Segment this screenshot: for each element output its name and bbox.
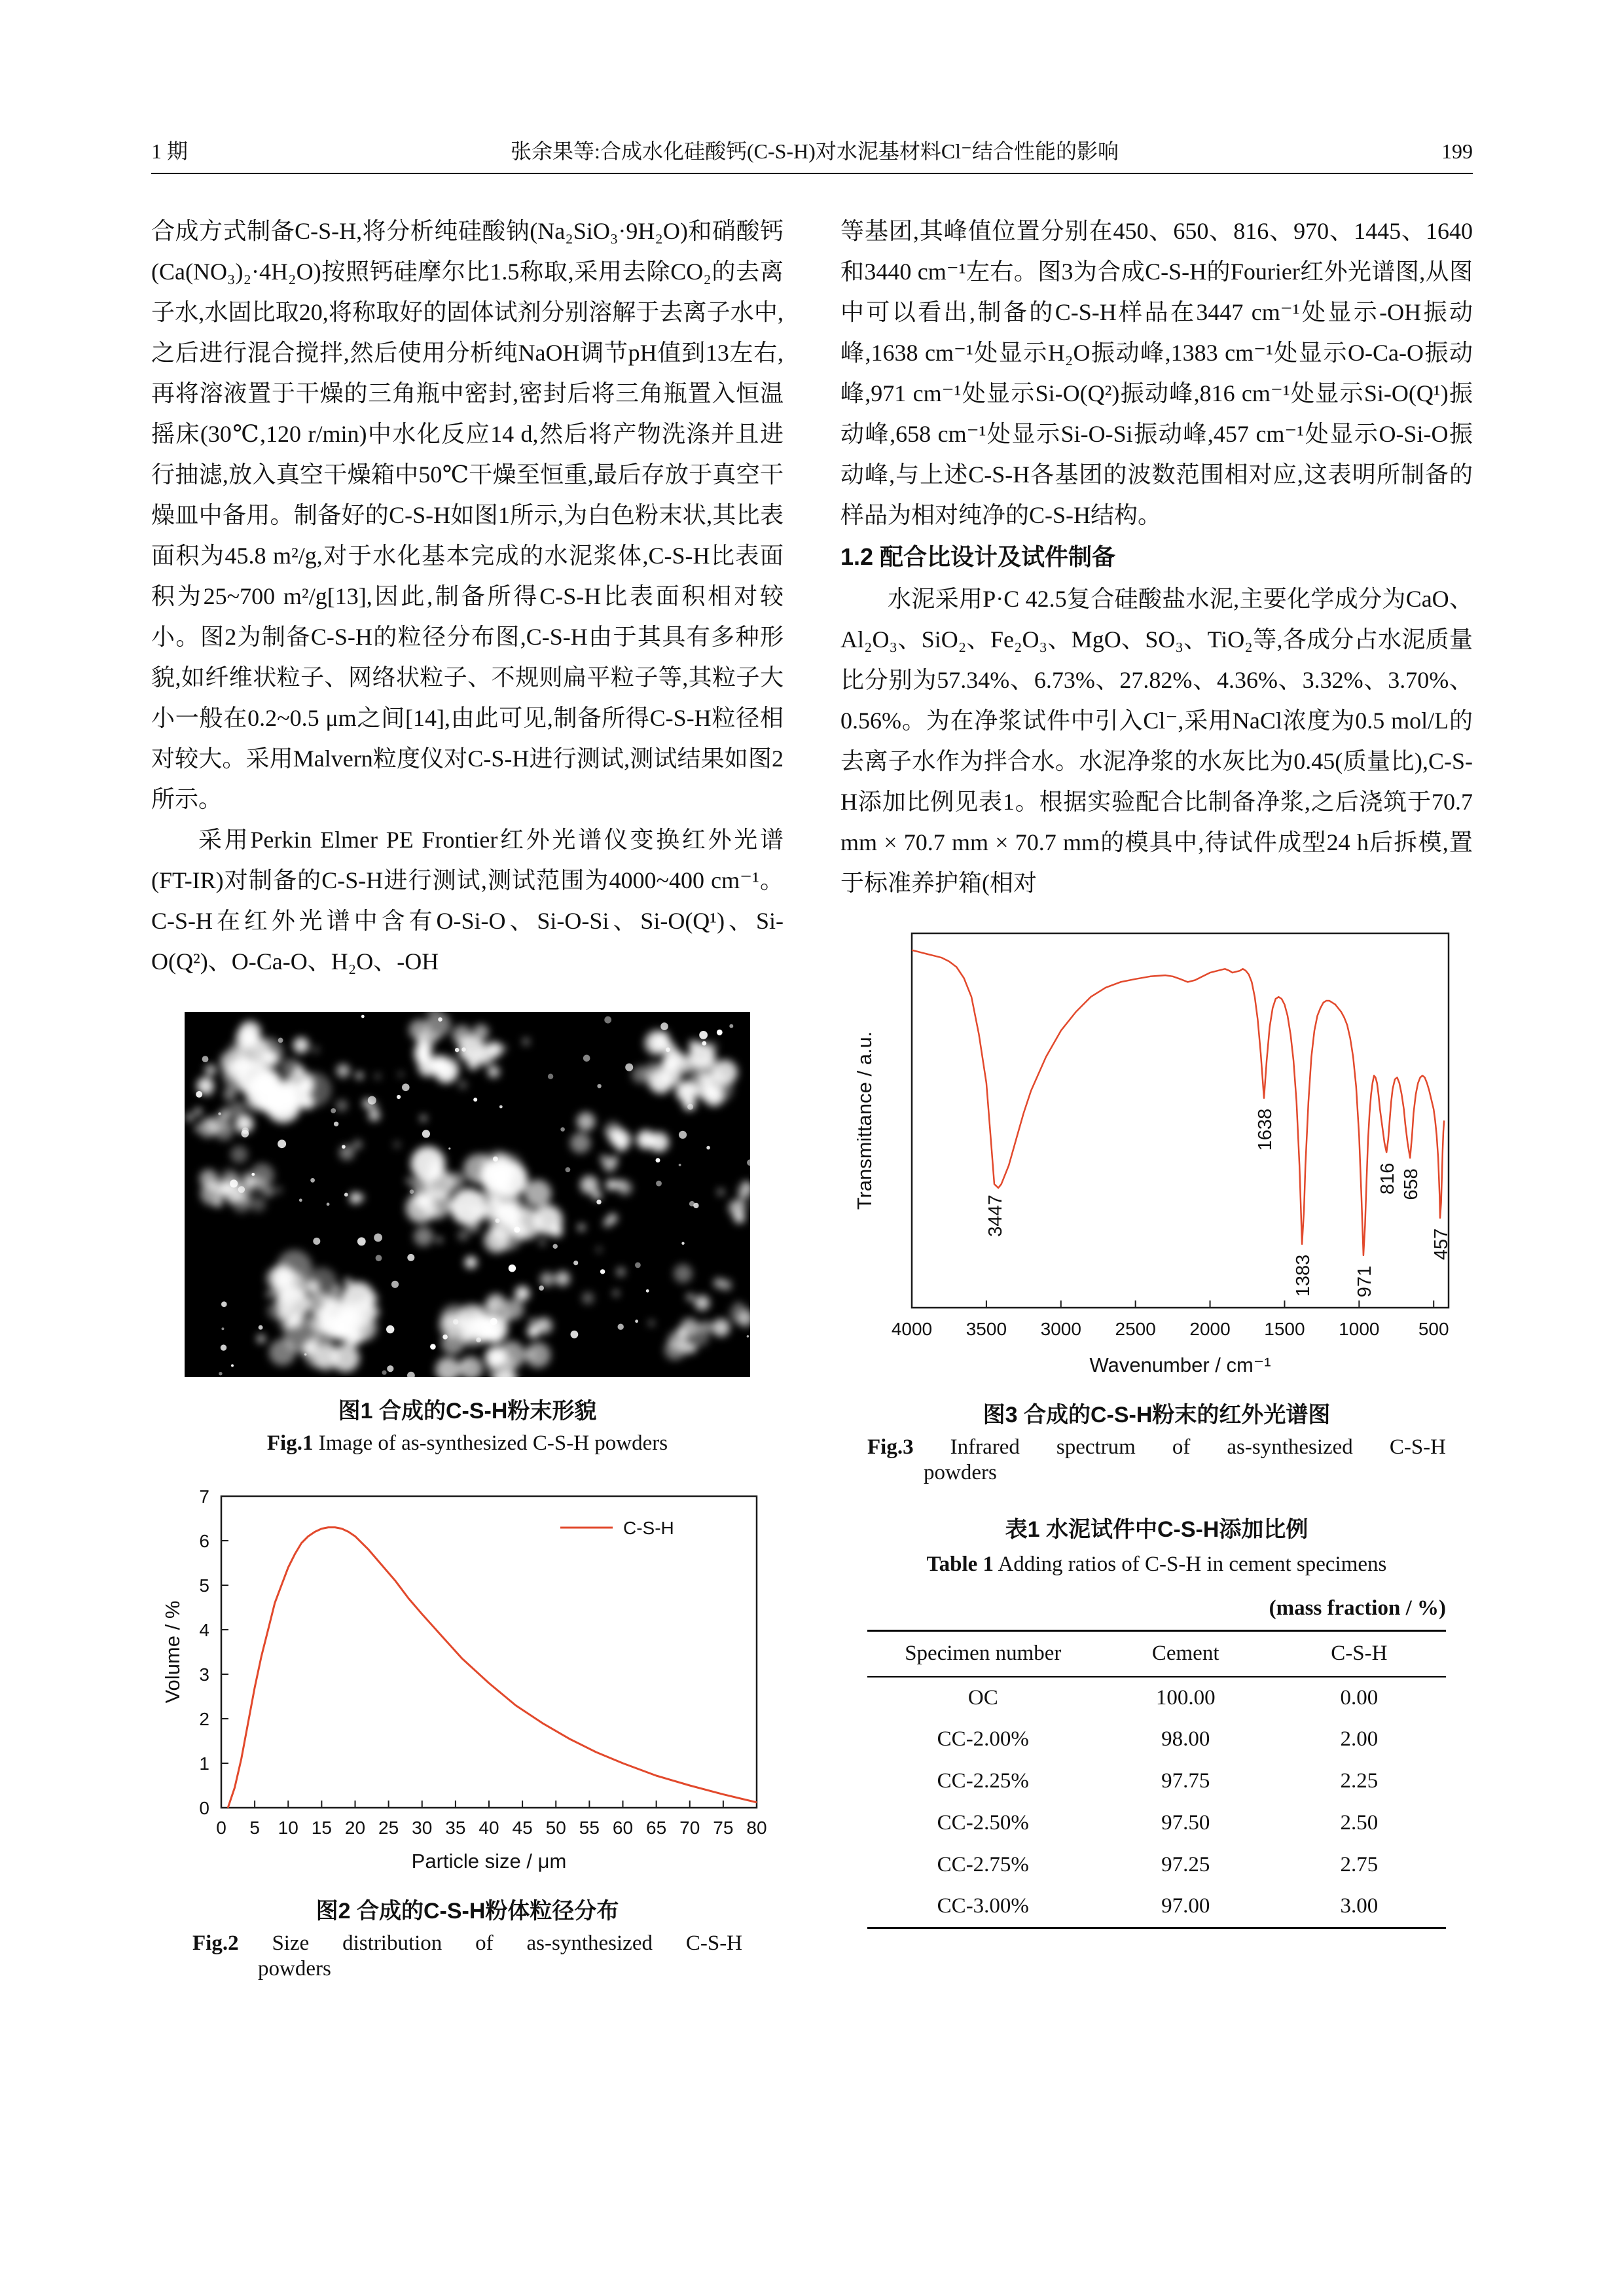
table-cell: CC-3.00% — [937, 1894, 1029, 1918]
right-column — [840, 211, 1473, 1929]
svg-text:0: 0 — [216, 1818, 226, 1838]
figure2-caption-en-text: Size distribution of as-synthesized C-S-H — [272, 1931, 743, 1955]
svg-text:45: 45 — [512, 1818, 533, 1838]
svg-text:1638: 1638 — [1255, 1108, 1276, 1151]
figure1-caption-en-text: Image of as-synthesized C-S-H powders — [318, 1431, 668, 1455]
particle-size-chart — [160, 1484, 775, 1877]
table-row — [867, 1803, 1446, 1844]
specimen-table — [867, 1630, 1446, 1929]
svg-text:Wavenumber / cm⁻¹: Wavenumber / cm⁻¹ — [1089, 1354, 1271, 1376]
paragraph-ftir-method: 采用Perkin Elmer PE Frontier红外光谱仪变换红外光谱(FT-IR)对制备的C-S-H进行测试,测试范围为4000~400 cm⁻¹。C-S-H在红外光谱中含有O-Si-O、Si-O-Si、Si-O(Q¹)、Si-O(Q²)、O-Ca-O、H₂O、-OH — [151, 827, 784, 975]
svg-text:658: 658 — [1401, 1168, 1422, 1200]
table1-unit-note: (mass fraction / %) — [1269, 1596, 1446, 1620]
table1-title-en-prefix: Table 1 — [926, 1552, 994, 1576]
figure-3 — [840, 923, 1473, 1485]
svg-text:60: 60 — [612, 1818, 634, 1838]
table-row — [867, 1886, 1446, 1928]
table-cell: 2.50 — [1340, 1811, 1379, 1835]
table-row — [867, 1677, 1446, 1719]
svg-text:5: 5 — [199, 1575, 209, 1596]
svg-text:55: 55 — [579, 1818, 600, 1838]
paragraph-synthesis: 合成方式制备C-S-H,将分析纯硅酸钠(Na₂SiO₃·9H₂O)和硝酸钙(Ca(NO₃)₂·4H₂O)按照钙硅摩尔比1.5称取,采用去除CO₂的去离子水,水固比取20,将称取好的固体试剂分别溶解于去离子水中,之后进行混合搅拌,然后使用分析纯NaOH调节pH值到13左右,再将溶液置于干燥的三角瓶中密封,密封后将三角瓶置入恒温摇床(30℃,120 r/min)中水化反应14 d,然后将产物洗涤并且进行抽滤,放入真空干燥箱中50℃干燥至恒重,最后存放于真空干燥皿中备用。制备好的C-S-H如图1所示,为白色粉末状,其比表面积为45.8 m²/g,对于水化基本完成的水泥浆体,C-S-H比表面积为25~700 m²/g[13],因此,制备所得C-S-H比表面积相对较小。图2为制备C-S-H的粒径分布图,C-S-H由于其具有多种形貌,如纤维状粒子、网络状粒子、不规则扁平粒子等,其粒子大小一般在0.2~0.5 μm之间[14],由此可见,制备所得C-S-H粒径相对较大。采用Malvern粒度仪对C-S-H进行测试,测试结果如图2所示。 — [151, 218, 784, 812]
svg-text:5: 5 — [249, 1818, 260, 1838]
svg-text:3000: 3000 — [1040, 1319, 1081, 1339]
svg-text:0: 0 — [199, 1798, 209, 1818]
figure-1 — [151, 1012, 784, 1456]
svg-text:1383: 1383 — [1293, 1254, 1314, 1297]
svg-text:65: 65 — [646, 1818, 667, 1838]
table-row — [867, 1761, 1446, 1803]
running-title: 张余果等:合成水化硅酸钙(C-S-H)对水泥基材料Cl⁻结合性能的影响 — [511, 139, 1119, 163]
svg-text:Transmittance / a.u.: Transmittance / a.u. — [853, 1031, 876, 1210]
figure3-caption-en-prefix: Fig.3 — [867, 1435, 914, 1459]
table-cell: 97.00 — [1161, 1894, 1210, 1918]
table-cell: 97.50 — [1161, 1811, 1210, 1835]
table-cell: 2.25 — [1340, 1769, 1379, 1793]
figure2-caption-en-line1 — [192, 1931, 742, 1956]
figure2-caption — [151, 1893, 784, 1981]
specimen-table-head — [867, 1631, 1446, 1677]
left-column — [151, 211, 784, 1981]
table-cell: 98.00 — [1161, 1727, 1210, 1751]
table1-title-en — [867, 1552, 1446, 1577]
svg-text:500: 500 — [1418, 1319, 1449, 1339]
paragraph-ftir-results: 等基团,其峰值位置分别在450、650、816、970、1445、1640和3440 cm⁻¹左右。图3为合成C-S-H的Fourier红外光谱图,从图中可以看出,制备的C-S-H样品在3447 cm⁻¹处显示-OH振动峰,1638 cm⁻¹处显示H₂O振动峰,1383 cm⁻¹处显示O-Ca-O振动峰,971 cm⁻¹处显示Si-O(Q²)振动峰,816 cm⁻¹处显示Si-O(Q¹)振动峰,658 cm⁻¹处显示Si-O-Si振动峰,457 cm⁻¹处显示O-Si-O振动峰,与上述C-S-H各基团的波数范围相对应,这表明所制备的样品为相对纯净的C-S-H结构。 — [840, 218, 1473, 528]
powder-photo — [185, 1012, 750, 1377]
svg-text:C-S-H: C-S-H — [623, 1518, 674, 1538]
svg-text:6: 6 — [199, 1531, 209, 1551]
svg-text:7: 7 — [199, 1486, 209, 1507]
svg-text:2000: 2000 — [1189, 1319, 1231, 1339]
table-cell: 97.25 — [1161, 1853, 1210, 1876]
figure2-caption-zh: 图2 合成的C-S-H粉体粒径分布 — [316, 1899, 619, 1924]
svg-text:Particle size / μm: Particle size / μm — [411, 1850, 567, 1873]
section-heading-1-2: 1.2 配合比设计及试件制备 — [840, 543, 1116, 570]
svg-text:30: 30 — [412, 1818, 433, 1838]
specimen-table-body — [867, 1677, 1446, 1928]
table1-title-zh: 表1 水泥试件中C-S-H添加比例 — [1005, 1517, 1308, 1542]
svg-text:816: 816 — [1377, 1162, 1399, 1195]
table-cell: 97.75 — [1161, 1769, 1210, 1793]
table-cell: CC-2.00% — [937, 1727, 1029, 1751]
table-cell: CC-2.25% — [937, 1769, 1029, 1793]
page-header — [151, 135, 1473, 165]
svg-text:1000: 1000 — [1339, 1319, 1380, 1339]
svg-text:3500: 3500 — [965, 1319, 1007, 1339]
svg-text:40: 40 — [478, 1818, 499, 1838]
figure3-caption — [840, 1397, 1473, 1485]
svg-text:2500: 2500 — [1115, 1319, 1156, 1339]
table-cell: 100.00 — [1155, 1685, 1216, 1710]
svg-text:971: 971 — [1354, 1265, 1375, 1298]
table-cell: OC — [967, 1685, 998, 1710]
svg-text:1: 1 — [199, 1753, 209, 1774]
svg-text:15: 15 — [311, 1818, 332, 1838]
page-number: 199 — [1441, 139, 1473, 163]
figure1-caption — [151, 1393, 784, 1456]
svg-text:25: 25 — [378, 1818, 399, 1838]
figure-2 — [151, 1484, 784, 1981]
svg-text:3447: 3447 — [984, 1194, 1006, 1237]
table-cell: CC-2.50% — [937, 1811, 1029, 1835]
table1-title-en-text: Adding ratios of C-S-H in cement specimens — [998, 1552, 1387, 1576]
svg-text:20: 20 — [344, 1818, 366, 1838]
figure3-caption-zh: 图3 合成的C-S-H粉末的红外光谱图 — [983, 1403, 1331, 1427]
paragraph-mix-design: 水泥采用P·C 42.5复合硅酸盐水泥,主要化学成分为CaO、Al₂O₃、SiO₂、Fe₂O₃、MgO、SO₃、TiO₂等,各成分占水泥质量比分别为57.34%、6.73%、27.82%、4.36%、3.32%、3.70%、0.56%。为在净浆试件中引入Cl⁻,采用NaCl浓度为0.5 mol/L的去离子水作为拌合水。水泥净浆的水灰比为0.45(质量比),C-S-H添加比例见表1。根据实验配合比制备净浆,之后浇筑于70.7 mm × 70.7 mm × 70.7 mm的模具中,待试件成型24 h后拆模,置于标准养护箱(相对 — [840, 586, 1473, 896]
svg-text:50: 50 — [545, 1818, 566, 1838]
svg-text:Volume / %: Volume / % — [161, 1600, 184, 1704]
figure3-caption-en-line1 — [867, 1435, 1446, 1460]
svg-text:457: 457 — [1431, 1228, 1453, 1261]
svg-text:75: 75 — [713, 1818, 734, 1838]
table-header-row — [867, 1631, 1446, 1677]
table-cell: 0.00 — [1340, 1685, 1379, 1710]
table-cell: CC-2.75% — [937, 1853, 1029, 1876]
figure2-caption-en-prefix: Fig.2 — [192, 1931, 239, 1955]
journal-issue: 1 期 — [151, 139, 189, 163]
table-header-cell: Specimen number — [905, 1641, 1062, 1666]
table-1-block — [867, 1511, 1446, 1929]
svg-text:1500: 1500 — [1264, 1319, 1305, 1339]
table-cell: 2.75 — [1340, 1853, 1379, 1876]
table-cell: 3.00 — [1340, 1894, 1379, 1918]
svg-text:4: 4 — [199, 1620, 209, 1640]
figure3-caption-en-text: Infrared spectrum of as-synthesized C-S-H — [950, 1435, 1447, 1459]
svg-text:35: 35 — [445, 1818, 466, 1838]
figure1-caption-en — [151, 1431, 784, 1456]
table-header-cell: Cement — [1151, 1641, 1219, 1666]
figure1-caption-en-prefix: Fig.1 — [266, 1431, 314, 1455]
svg-text:2: 2 — [199, 1709, 209, 1729]
table-cell: 2.00 — [1340, 1727, 1379, 1751]
svg-text:3: 3 — [199, 1664, 209, 1685]
table-row — [867, 1844, 1446, 1886]
header-rule — [151, 173, 1473, 174]
svg-text:70: 70 — [679, 1818, 700, 1838]
figure3-caption-en-line2: powders — [924, 1461, 997, 1484]
table-row — [867, 1719, 1446, 1761]
svg-text:4000: 4000 — [891, 1319, 933, 1339]
ftir-spectrum-chart — [849, 923, 1464, 1381]
table-header-cell: C-S-H — [1331, 1641, 1388, 1666]
svg-text:80: 80 — [746, 1818, 767, 1838]
figure1-caption-zh: 图1 合成的C-S-H粉末形貌 — [338, 1399, 597, 1424]
figure2-caption-en-line2: powders — [258, 1957, 331, 1981]
svg-text:10: 10 — [278, 1818, 298, 1838]
